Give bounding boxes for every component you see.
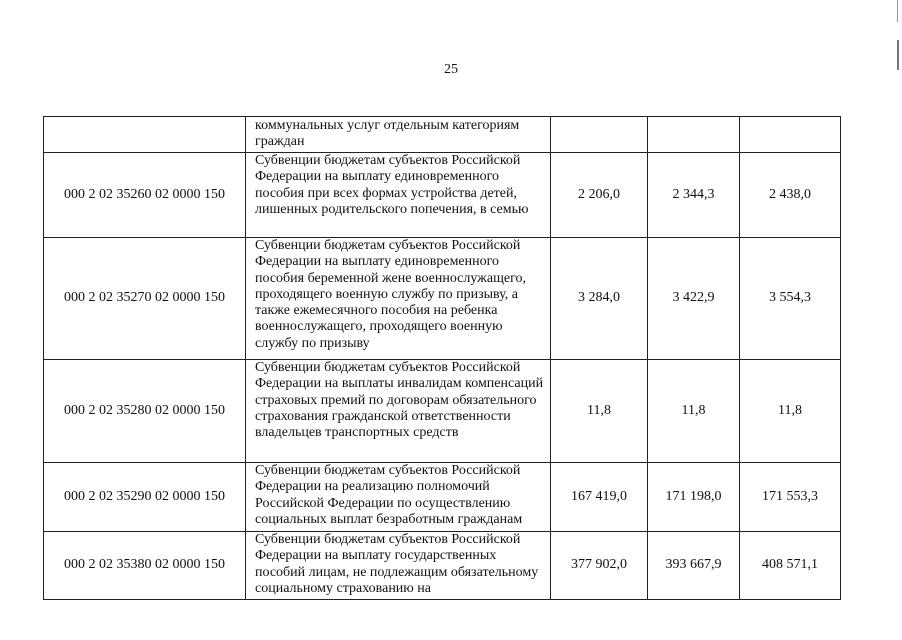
description-cell: Субвенции бюджетам субъектов Российской Федерации на выплату единовременного пособия при всех формах устройства детей, лишенных родительского попечения, в семью [246,153,551,238]
value-cell-year3: 11,8 [740,360,841,463]
value-cell-year2 [648,117,740,153]
value-cell-year3: 3 554,3 [740,238,841,360]
budget-code-cell: 000 2 02 35280 02 0000 150 [44,360,246,463]
value-cell-year2: 11,8 [648,360,740,463]
budget-code-cell [44,117,246,153]
value-cell-year1: 167 419,0 [551,463,648,532]
value-cell-year3 [740,117,841,153]
table-row [44,360,841,463]
budget-table [43,116,841,600]
description-cell: Субвенции бюджетам субъектов Российской Федерации на выплату единовременного пособия беременной жене военнослужащего, проходящего военную службу по призыву, а также ежемесячного пособия на ребенка военнослужащего, проходящего военную службу по призыву [246,238,551,360]
value-cell-year3: 171 553,3 [740,463,841,532]
budget-code-cell: 000 2 02 35270 02 0000 150 [44,238,246,360]
value-cell-year3: 408 571,1 [740,532,841,600]
description-cell: Субвенции бюджетам субъектов Российской Федерации на выплаты инвалидам компенсаций страховых премий по договорам обязательного страхования гражданской ответственности владельцев транспортных средств [246,360,551,463]
value-cell-year1: 377 902,0 [551,532,648,600]
description-cell: коммунальных услуг отдельным категориям граждан [246,117,551,153]
value-cell-year2: 393 667,9 [648,532,740,600]
value-cell-year2: 171 198,0 [648,463,740,532]
value-cell-year1: 2 206,0 [551,153,648,238]
value-cell-year1: 3 284,0 [551,238,648,360]
budget-code-cell: 000 2 02 35380 02 0000 150 [44,532,246,600]
description-cell: Субвенции бюджетам субъектов Российской Федерации на реализацию полномочий Российской Федерации по осуществлению социальных выплат безработным гражданам [246,463,551,532]
scan-edge-mark [897,0,902,22]
table-row [44,463,841,532]
description-cell: Субвенции бюджетам субъектов Российской Федерации на выплату государственных пособий лицам, не подлежащим обязательному социальному страхованию на [246,532,551,600]
table-row [44,238,841,360]
value-cell-year2: 3 422,9 [648,238,740,360]
table-row [44,153,841,238]
value-cell-year1: 11,8 [551,360,648,463]
page-number: 25 [444,62,458,77]
table-row [44,532,841,600]
value-cell-year2: 2 344,3 [648,153,740,238]
budget-code-cell: 000 2 02 35260 02 0000 150 [44,153,246,238]
value-cell-year3: 2 438,0 [740,153,841,238]
value-cell-year1 [551,117,648,153]
table-row [44,117,841,153]
budget-code-cell: 000 2 02 35290 02 0000 150 [44,463,246,532]
